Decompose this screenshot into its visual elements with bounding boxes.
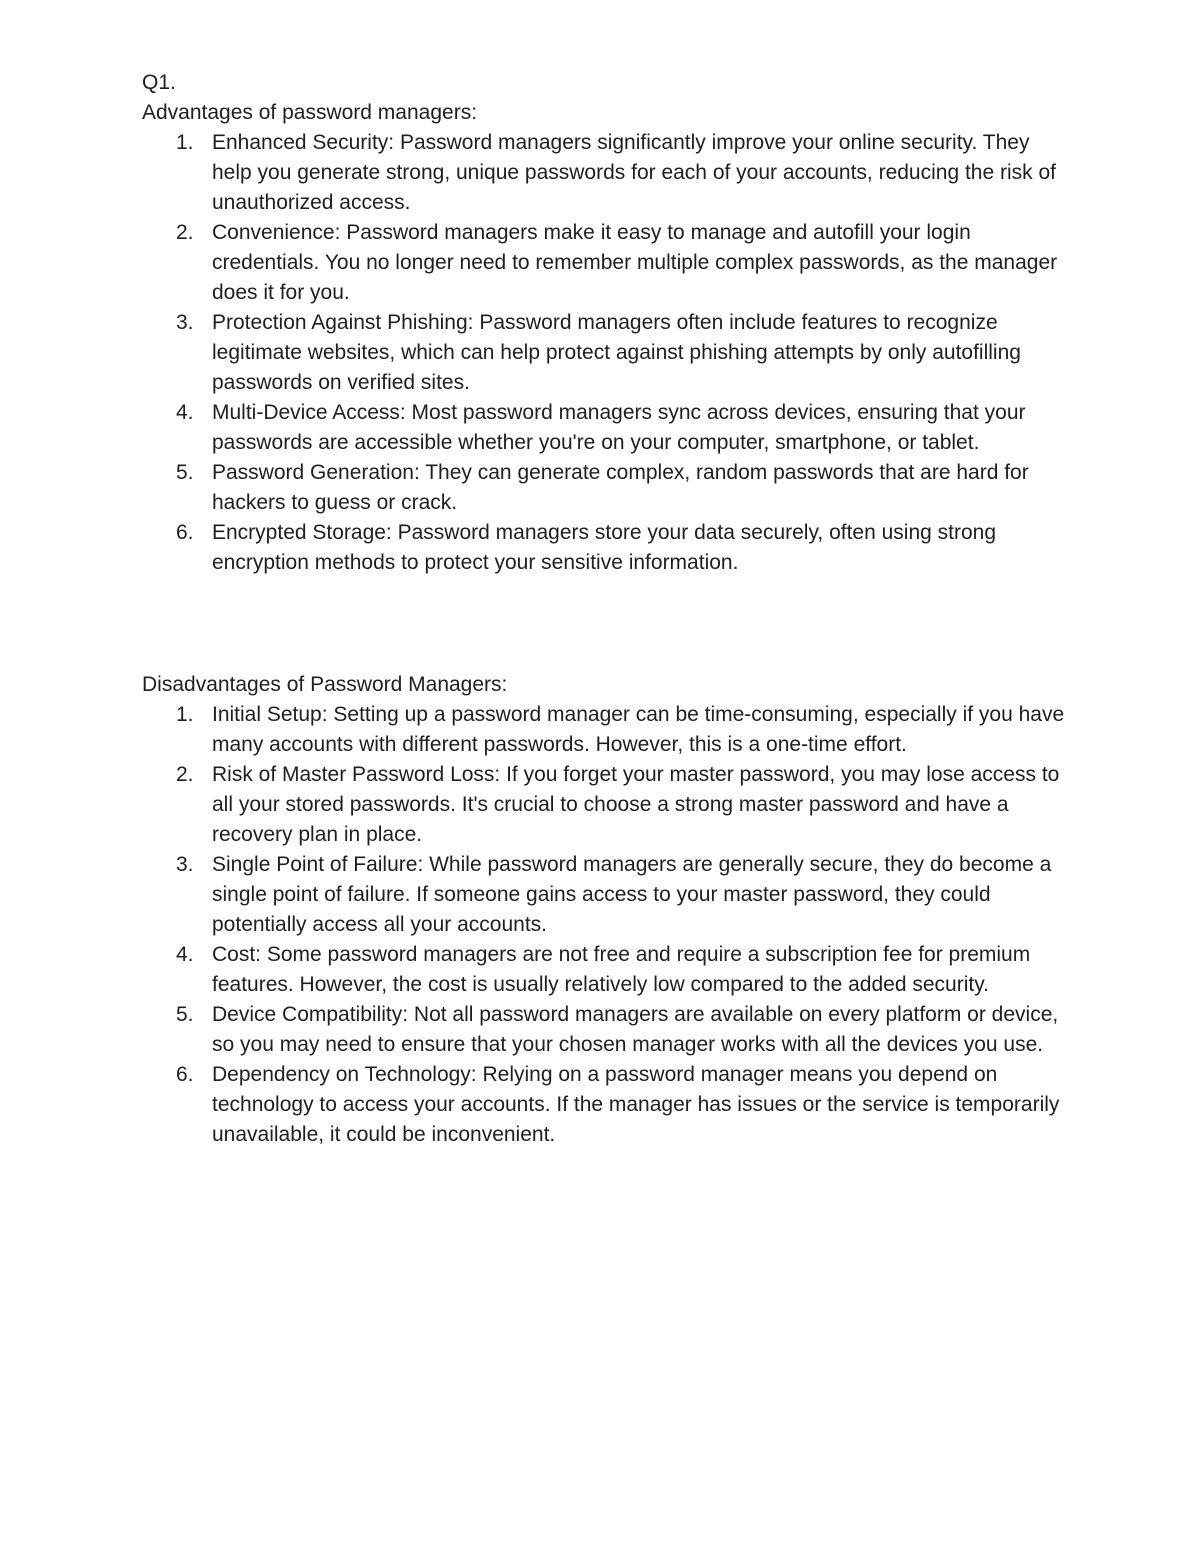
- list-item-number: 6.: [176, 521, 194, 544]
- list-item-text: Enhanced Security: Password managers significantly improve your online security. They help you generate strong, unique passwords for each of your accounts, reducing the risk of unauthorized access.: [212, 131, 1056, 214]
- list-item-number: 2.: [176, 763, 194, 786]
- list-item: [142, 1060, 1072, 1150]
- disadvantages-heading: Disadvantages of Password Managers:: [142, 673, 508, 696]
- list-item-number: 3.: [176, 853, 194, 876]
- list-item-number: 5.: [176, 1003, 194, 1026]
- disadvantages-list: [142, 700, 1072, 1150]
- list-item: [142, 398, 1072, 458]
- list-item-number: 2.: [176, 221, 194, 244]
- list-item: [142, 218, 1072, 308]
- list-item: [142, 700, 1072, 760]
- list-item-text: Password Generation: They can generate complex, random passwords that are hard for hackers to guess or crack.: [212, 461, 1029, 514]
- list-item-number: 1.: [176, 703, 194, 726]
- list-item-text: Cost: Some password managers are not free and require a subscription fee for premium features. However, the cost is usually relatively low compared to the added security.: [212, 943, 1031, 996]
- section-spacer: [142, 578, 1072, 638]
- list-item-text: Single Point of Failure: While password managers are generally secure, they do become a single point of failure. If someone gains access to your master password, they could potentially access all your accounts.: [212, 853, 1052, 936]
- list-item: [142, 308, 1072, 398]
- list-item-number: 6.: [176, 1063, 194, 1086]
- advantages-list: [142, 128, 1072, 578]
- list-item-number: 3.: [176, 311, 194, 334]
- list-item-text: Risk of Master Password Loss: If you forget your master password, you may lose access to all your stored passwords. It's crucial to choose a strong master password and have a recovery plan in place.: [212, 763, 1060, 846]
- list-item-number: 5.: [176, 461, 194, 484]
- list-item: [142, 458, 1072, 518]
- list-item-text: Initial Setup: Setting up a password manager can be time-consuming, especially if you have many accounts with different passwords. However, this is a one-time effort.: [212, 703, 1065, 756]
- list-item-text: Encrypted Storage: Password managers store your data securely, often using strong encryption methods to protect your sensitive information.: [212, 521, 997, 574]
- list-item: [142, 850, 1072, 940]
- section-spacer: [142, 638, 1072, 670]
- list-item-text: Protection Against Phishing: Password managers often include features to recognize legitimate websites, which can help protect against phishing attempts by only autofilling passwords on verified sites.: [212, 311, 1021, 394]
- document-page: [142, 68, 1072, 1150]
- list-item-number: 4.: [176, 943, 194, 966]
- list-item-number: 1.: [176, 131, 194, 154]
- list-item: [142, 518, 1072, 578]
- list-item-number: 4.: [176, 401, 194, 424]
- list-item: [142, 1000, 1072, 1060]
- list-item-text: Convenience: Password managers make it easy to manage and autofill your login credentials. You no longer need to remember multiple complex passwords, as the manager does it for you.: [212, 221, 1058, 304]
- question-label: Q1.: [142, 71, 176, 94]
- advantages-heading: Advantages of password managers:: [142, 101, 478, 124]
- list-item-text: Multi-Device Access: Most password managers sync across devices, ensuring that your passwords are accessible whether you're on your computer, smartphone, or tablet.: [212, 401, 1026, 454]
- list-item-text: Device Compatibility: Not all password managers are available on every platform or device, so you may need to ensure that your chosen manager works with all the devices you use.: [212, 1003, 1059, 1056]
- list-item: [142, 940, 1072, 1000]
- list-item: [142, 128, 1072, 218]
- list-item-text: Dependency on Technology: Relying on a password manager means you depend on technology to access your accounts. If the manager has issues or the service is temporarily unavailable, it could be inconvenient.: [212, 1063, 1060, 1146]
- list-item: [142, 760, 1072, 850]
